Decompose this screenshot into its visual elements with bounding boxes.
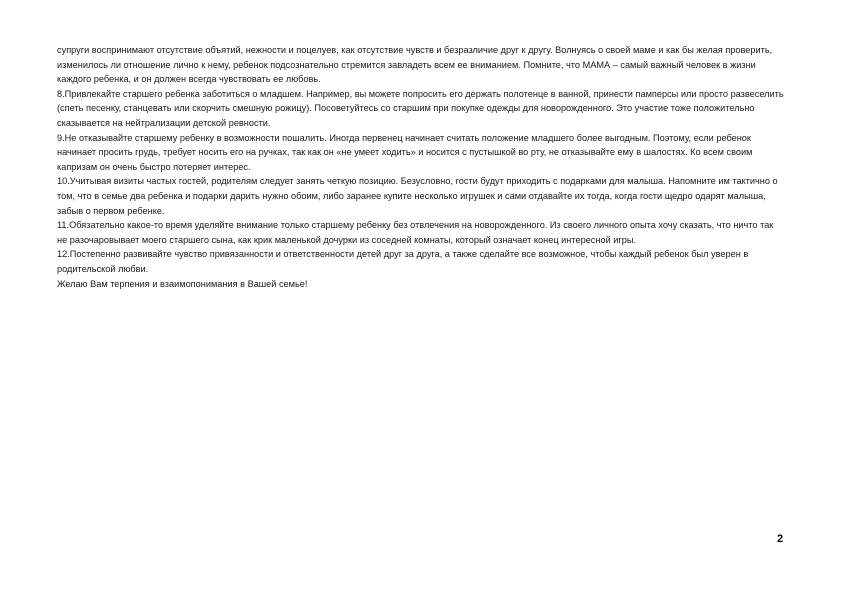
paragraph-item-11: 11.Обязательно какое-то время уделяйте внимание только старшему ребенку без отвлечения на новорожденного. Из своего личного опыта хочу сказать, что ничто так не разочаровывает моего старшего сына, как крик маленькой дочурки из соседней комнаты, который означает конец интересной игры. bbox=[57, 220, 774, 245]
paragraph-item-12: 12.Постепенно развивайте чувство привязанности и ответственности детей друг за друга, а также сделайте все возможное, чтобы каждый ребенок был уверен в родительской любви. bbox=[57, 249, 749, 274]
paragraph-item-9: 9.Не отказывайте старшему ребенку в возможности пошалить. Иногда первенец начинает считать положение младшего более выгодным. Поэтому, если ребенок начинает просить грудь, требует носить его на ручках, так как он «не умеет ходить» и носится с пустышкой во рту, не отказывайте ему в шалостях. Ко всем своим капризам он очень быстро потеряет интерес. bbox=[57, 132, 753, 172]
paragraph-item-8: 8.Привлекайте старшего ребенка заботиться о младшем. Например, вы можете попросить его держать полотенце в ванной, принести памперсы или просто развеселить (спеть песенку, станцевать или скорчить смешную рожицу). Посоветуйтесь со старшим при покупке одежды для новорожденного. Это участие тоже положительно сказывается на нейтрализации детской ревности. bbox=[57, 88, 784, 128]
page-number: 2 bbox=[777, 533, 784, 545]
body-text bbox=[57, 43, 785, 291]
paragraph-item-10: 10.Учитывая визиты частых гостей, родителям следует занять четкую позицию. Безусловно, гости будут приходить с подарками для малыша. Напомните им тактично о том, что в семье два ребенка и подарки дарить нужно обоим, либо заранее купите несколько игрушек и сами отдавайте их тогда, когда гости щедро одарят малыша, забыв о первом ребенке. bbox=[57, 176, 778, 216]
closing-line: Желаю Вам терпения и взаимопонимания в Вашей семье! bbox=[57, 278, 308, 289]
paragraph-continuation: супруги воспринимают отсутствие объятий, нежности и поцелуев, как отсутствие чувств и безразличие друг к другу. Волнуясь о своей маме и как бы желая проверить, изменилось ли отношение лично к нему, ребенок подсознательно стремится завладеть всем ее вниманием. Помните, что МАМА – самый важный человек в жизни каждого ребенка, и он должен всегда чувствовать ее любовь. bbox=[57, 45, 773, 85]
